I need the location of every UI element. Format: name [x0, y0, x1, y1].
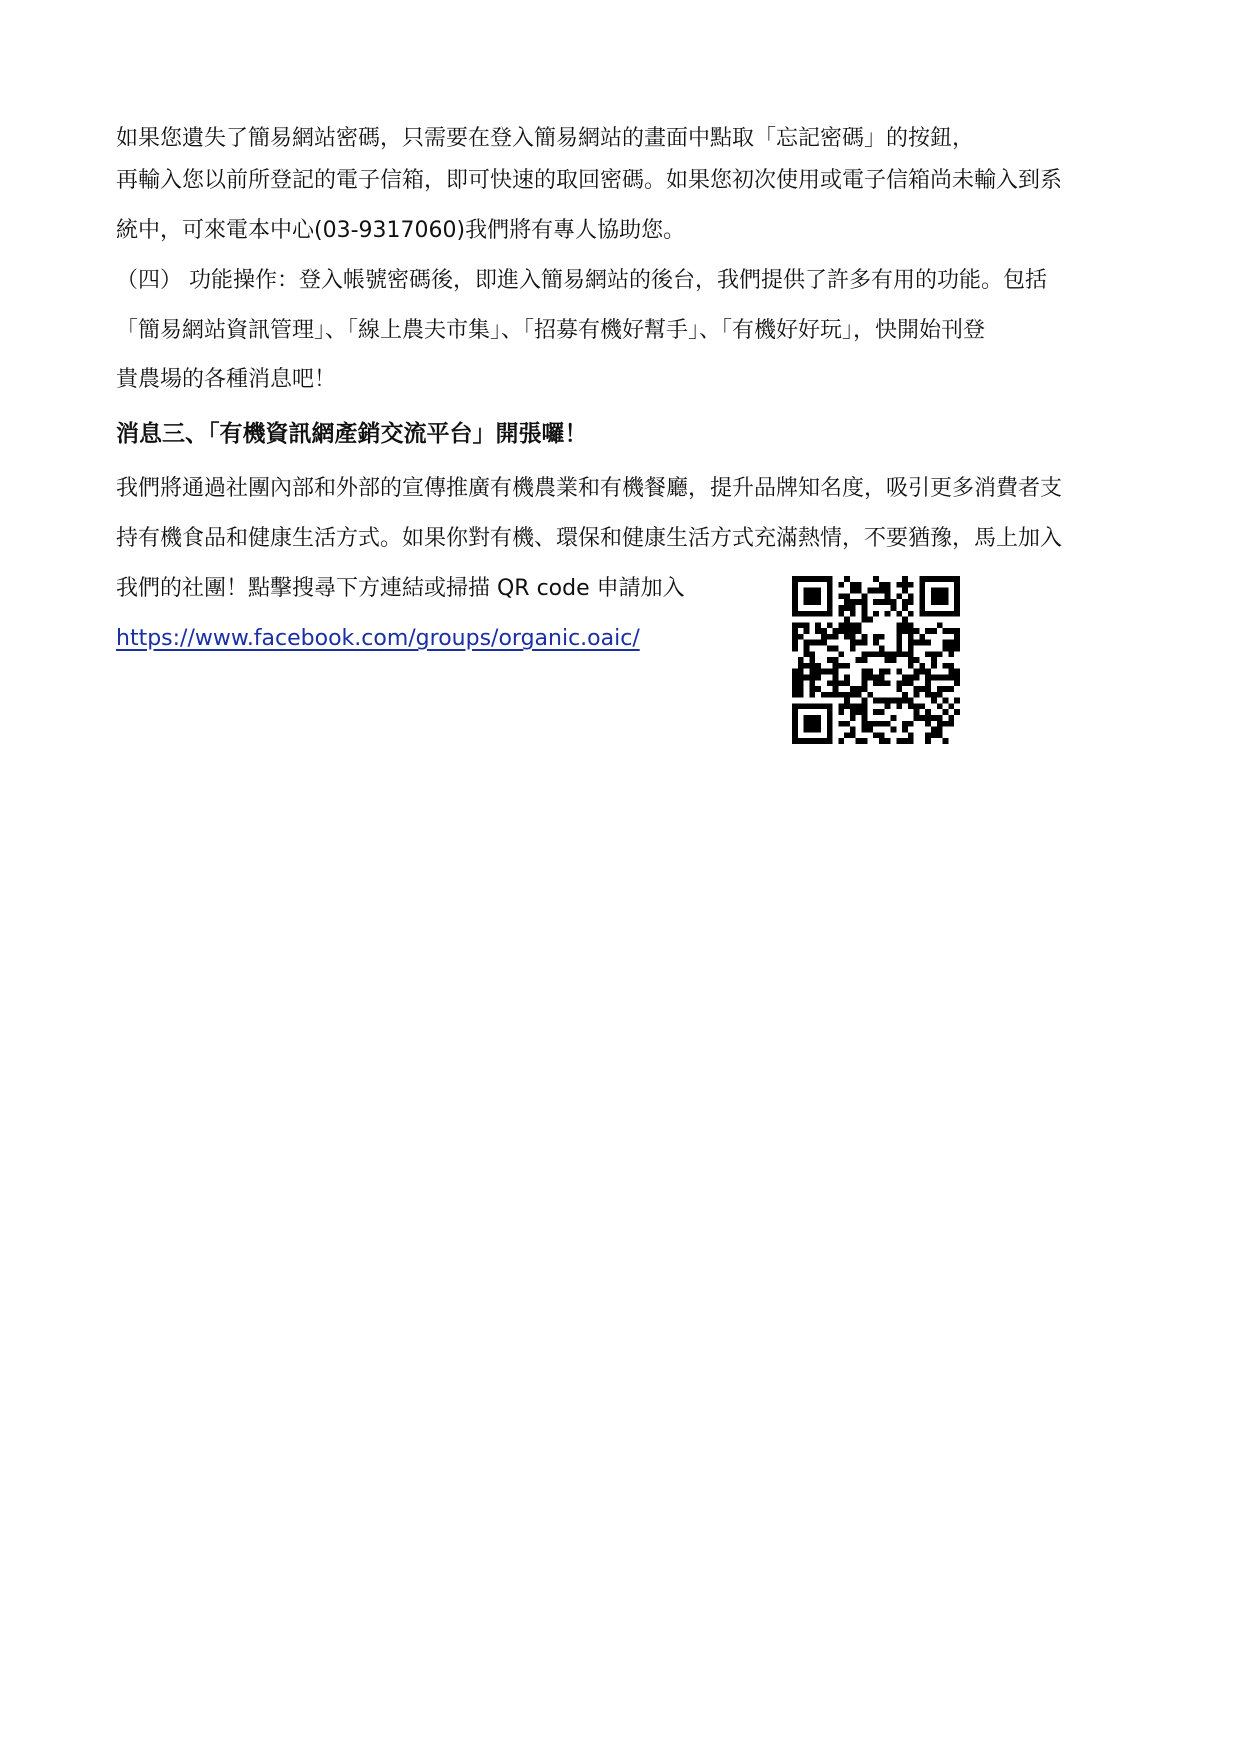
paragraph-line-4: （四） 功能操作：登入帳號密碼後，即進入簡易網站的後台，我們提供了許多有用的功能。包括 [116, 268, 1047, 293]
paragraph-line-2: 再輸入您以前所登記的電子信箱，即可快速的取回密碼。如果您初次使用或電子信箱尚未輸入到系 [116, 168, 1063, 193]
section-line-2: 持有機食品和健康生活方式。如果你對有機、環保和健康生活方式充滿熱情，不要猶豫，馬上加入 [116, 526, 1063, 551]
section-heading: 消息三、「有機資訊網產銷交流平台」開張囉！ [116, 421, 588, 447]
qr-code-icon [792, 576, 960, 744]
paragraph-line-5: 「簡易網站資訊管理」、「線上農夫市集」、「招募有機好幫手」、「有機好好玩」，快開始刊登 [116, 318, 986, 343]
section-line-3: 我們的社團！點擊搜尋下方連結或掃描 QR code 申請加入 [116, 576, 685, 601]
paragraph-line-6: 貴農場的各種消息吧！ [116, 367, 337, 392]
paragraph-line-3: 統中，可來電本中心(03-9317060)我們將有專人協助您。 [116, 218, 686, 243]
section-line-1: 我們將通過社團內部和外部的宣傳推廣有機農業和有機餐廳，提升品牌知名度，吸引更多消費者支 [116, 476, 1063, 501]
paragraph-line-1: 如果您遺失了簡易網站密碼，只需要在登入簡易網站的畫面中點取「忘記密碼」的按鈕， [116, 126, 975, 151]
facebook-group-link[interactable]: https://www.facebook.com/groups/organic.oaic/ [116, 626, 640, 651]
